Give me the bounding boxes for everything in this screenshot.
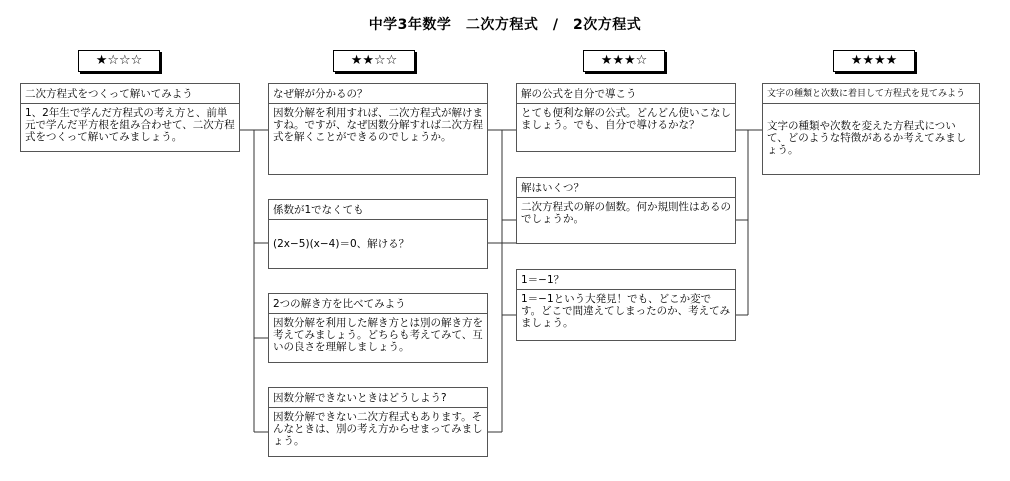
card-heading: 二次方程式をつくって解いてみよう [21,84,239,104]
card-make-and-solve [20,83,240,152]
card-body: 二次方程式の解の個数。何か規則性はあるのでしょうか。 [521,201,731,225]
card-coefficient-not-one [268,199,488,269]
card-body: (2x−5)(x−4)＝0、解ける？ [273,238,410,250]
card-heading: 因数分解できないときはどうしよう? [269,388,487,408]
card-why-solution [268,83,488,175]
card-body: 1＝−1という大発見！でも、どこか変です。どこで間違えてしまったのか、考えてみましょう。 [521,293,731,329]
card-heading: 係数が1でなくても [269,200,487,220]
level-3-badge: ★★★☆ [583,50,665,72]
card-body: とても便利な解の公式。どんどん使いこなしましょう。でも、自分で導けるかな？ [521,107,731,131]
card-heading: 2つの解き方を比べてみよう [269,294,487,314]
card-cannot-factor [268,387,488,457]
card-variables-and-degree [762,83,980,175]
card-one-equals-minus-one [516,269,736,341]
card-body: 因数分解を利用すれば、二次方程式が解けますね。ですが、なぜ因数分解すれば二次方程式を解くことができるのでしょうか。 [273,107,483,143]
card-body: 文字の種類や次数を変えた方程式について、どのような特徴があるか考えてみましょう。 [767,120,967,156]
card-heading: 解の公式を自分で導こう [517,84,735,104]
page-title: 中学3年数学 二次方程式 / 2次方程式 [368,17,642,33]
card-body: 因数分解できない二次方程式もあります。そんなときは、別の考え方からせまってみましょう。 [273,411,483,447]
card-derive-formula [516,83,736,152]
card-heading: なぜ解が分かるの？ [269,84,487,104]
card-body: 1、2年生で学んだ方程式の考え方と、前単元で学んだ平方根を組み合わせて、二次方程式をつくって解いてみましょう。 [25,107,235,143]
card-body: 因数分解を利用した解き方とは別の解き方を考えてみましょう。どちらも考えてみて、互いの良さを理解しましょう。 [273,317,483,353]
card-number-of-solutions [516,177,736,244]
card-compare-methods [268,293,488,363]
card-heading: 解はいくつ？ [517,178,735,198]
level-2-badge: ★★☆☆ [333,50,415,72]
level-1-badge: ★☆☆☆ [78,50,160,72]
card-heading: 文字の種類と次数に着目して方程式を見てみよう [763,84,979,104]
level-4-badge: ★★★★ [833,50,915,72]
card-heading: 1＝−1？ [517,270,735,290]
